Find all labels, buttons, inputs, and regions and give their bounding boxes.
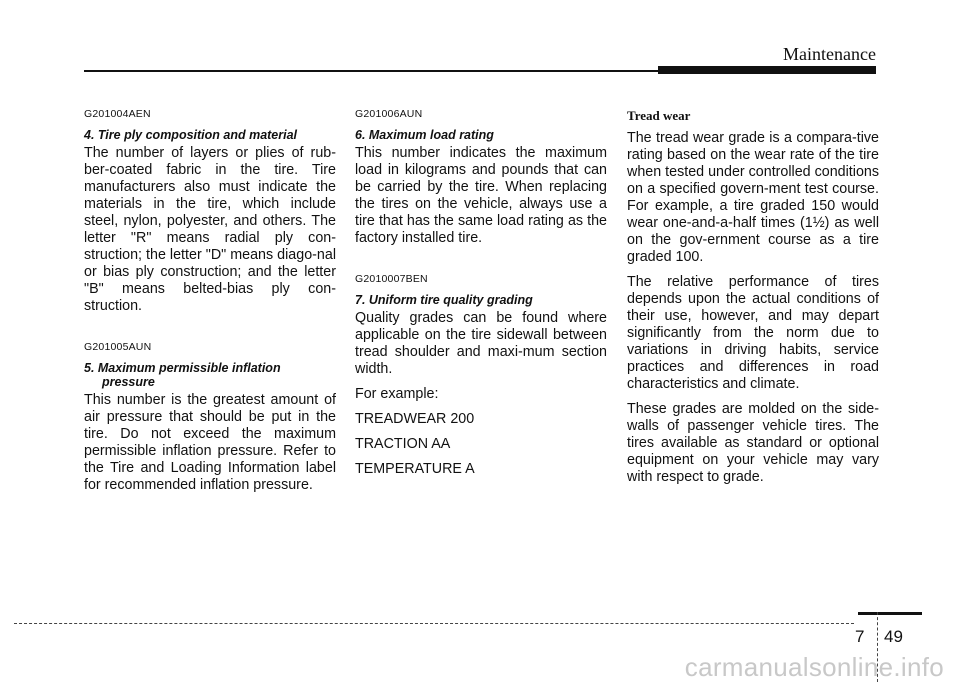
section-body: Quality grades can be found where applicable on the tire sidewall between tread shoulder and maxi-mum section width. xyxy=(355,310,607,377)
footer-rule-bold xyxy=(858,612,922,615)
section-heading: 7. Uniform tire quality grading xyxy=(355,293,533,307)
section-heading: 4. Tire ply composition and material xyxy=(84,128,298,142)
section-title: Maintenance xyxy=(783,44,876,64)
header-rule xyxy=(84,70,684,72)
example-line: TEMPERATURE A xyxy=(355,461,475,477)
chapter-number: 7 xyxy=(855,627,865,646)
watermark: carmanualsonline.info xyxy=(684,652,944,682)
section-heading: 6. Maximum load rating xyxy=(355,128,494,142)
paragraph: The tread wear grade is a compara-tive rating based on the wear rate of the tire when tested under controlled conditions on a specified govern-ment test course. For example, a tire graded 150 would wear one-and-a-half times (1½) as well on the gov-ernment course as a tire graded 100. xyxy=(627,130,879,265)
paragraph: These grades are molded on the side-walls of passenger vehicle tires. The tires available as standard or optional equipment on your vehicle may vary with respect to grade. xyxy=(627,401,879,485)
page-number: 49 xyxy=(884,627,903,646)
paragraph: The relative performance of tires depends upon the actual conditions of their use, however, and may depart significantly from the norm due to variations in driving habits, service practices and differences in road characteristics and climate. xyxy=(627,274,879,392)
footer-rule xyxy=(14,623,854,624)
section-heading: 5. Maximum permissible inflation pressure xyxy=(84,361,281,389)
section-code: G201006AUN xyxy=(355,108,423,120)
header-rule-bold xyxy=(658,66,876,74)
example-line: TRACTION AA xyxy=(355,436,451,452)
section-code: G2010007BEN xyxy=(355,273,428,285)
example-label: For example: xyxy=(355,386,439,402)
section-heading: Tread wear xyxy=(627,108,691,123)
section-body: The number of layers or plies of rub-ber-coated fabric in the tire. Tire manufacturers also must indicate the materials in the tire, which include steel, nylon, polyester, and others. The letter "R" means radial ply con-struction; the letter "D" means diago-nal or bias ply construction; and the letter "B" means belted-bias ply con-struction. xyxy=(84,145,336,314)
column-left xyxy=(84,108,336,502)
section-code: G201004AEN xyxy=(84,108,151,120)
column-right xyxy=(627,108,879,494)
section-body: This number indicates the maximum load in kilograms and pounds that can be carried by the tire. When replacing the tires on the vehicle, always use a tire that has the same load rating as the factory installed tire. xyxy=(355,145,607,246)
example-line: TREADWEAR 200 xyxy=(355,411,475,427)
section-code: G201005AUN xyxy=(84,341,152,353)
column-middle xyxy=(355,108,607,486)
section-body: This number is the greatest amount of air pressure that should be put in the tire. Do not exceed the maximum permissible inflation pressure. Refer to the Tire and Loading Information label for recommended inflation pressure. xyxy=(84,392,336,493)
